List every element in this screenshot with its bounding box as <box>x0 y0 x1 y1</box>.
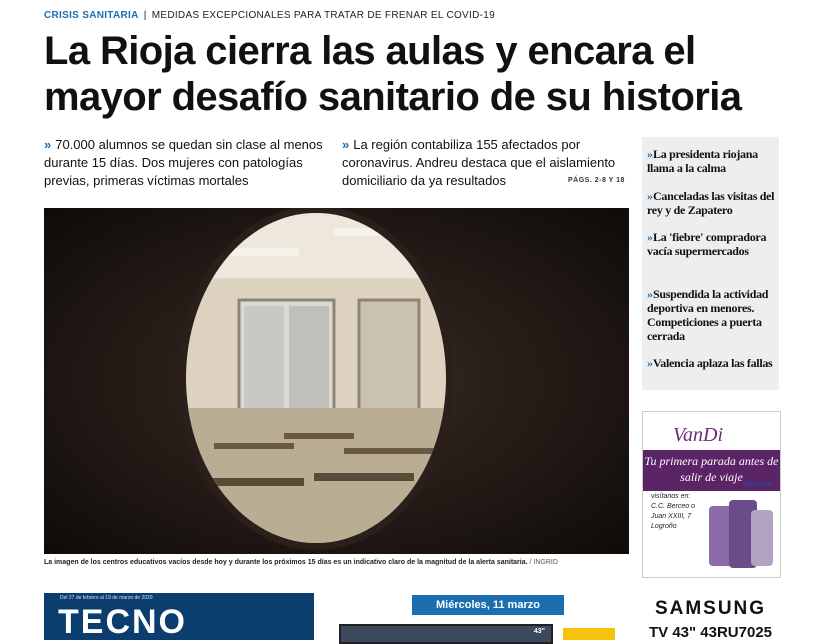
double-chevron-icon: » <box>342 137 348 152</box>
lead-photo <box>44 208 629 554</box>
tv-promo-image <box>339 624 553 644</box>
sidebar-item[interactable] <box>647 356 777 370</box>
samsung-tv-model: TV 43" 43RU7025 <box>648 624 773 641</box>
deck-text-1: 70.000 alumnos se quedan sin clase al menos durante 15 días. Dos mujeres con patologías previas, primeras víctimas mortales <box>44 137 323 188</box>
main-headline: La Rioja cierra las aulas y encara el mayor desafío sanitario de su historia <box>44 29 742 119</box>
promo-corner-badge <box>563 628 615 640</box>
sidebar-item[interactable] <box>647 230 777 258</box>
date-box: Miércoles, 11 marzo <box>412 595 564 615</box>
double-chevron-icon: » <box>647 147 651 161</box>
page-reference: PÁGS. 2-8 Y 18 <box>568 177 625 184</box>
tecno-promo[interactable] <box>44 593 314 640</box>
sidebar-item-text: Suspendida la actividad deportiva en menores. Competiciones a puerta cerrada <box>647 287 769 343</box>
double-chevron-icon: » <box>647 230 651 244</box>
suitcase-icon <box>705 496 777 574</box>
double-chevron-icon: » <box>647 356 651 370</box>
kicker-separator: | <box>143 10 147 21</box>
sidebar-item[interactable] <box>647 147 777 175</box>
section-kicker <box>44 10 495 21</box>
sidebar-item-text: La presidenta riojana llama a la calma <box>647 147 758 175</box>
sidebar-item-text: Canceladas las visitas del rey y de Zapatero <box>647 189 775 217</box>
double-chevron-icon: » <box>44 137 50 152</box>
double-chevron-icon: » <box>647 287 651 301</box>
samsung-logo: SAMSUNG <box>654 598 767 619</box>
sidebar-item[interactable] <box>647 189 777 217</box>
tecno-dates: Del 27 de febrero al 19 de marzo de 2020 <box>60 595 153 601</box>
sidebar-item-text: Valencia aplaza las fallas <box>653 356 773 370</box>
deck-text-2: La región contabiliza 155 afectados por coronavirus. Andreu destaca que el aislamiento domiciliario da ya resultados <box>342 137 616 188</box>
vandi-logo: VanDi <box>673 424 723 446</box>
tecno-title: TECNO <box>58 603 187 640</box>
ad-tagline: Tu primera parada antes de salir de viaje <box>643 450 780 491</box>
vandi-advertisement[interactable] <box>642 411 781 578</box>
sidebar-item-text: La 'fiebre' compradora vacía supermercados <box>647 230 767 258</box>
section-label: CRISIS SANITARIA <box>44 10 139 21</box>
samsonite-logo: Samsonite <box>743 482 774 488</box>
caption-text: La imagen de los centros educativos vacíos desde hoy y durante los próximos 15 días es un indicativo claro de la magnitud de la alerta sanitaria. <box>44 559 528 566</box>
section-subtitle: MEDIDAS EXCEPCIONALES PARA TRATAR DE FRENAR EL COVID-19 <box>151 10 495 21</box>
news-sidebar <box>642 137 779 390</box>
photo-credit: / INGRID <box>529 559 558 566</box>
ad-address: visítanos en: C.C. Berceo o Juan XXIII, 7 Logroño <box>651 493 695 530</box>
deck-paragraph-1 <box>44 136 329 190</box>
photo-caption <box>44 559 629 566</box>
double-chevron-icon: » <box>647 189 651 203</box>
tv-size-label: 43" <box>533 628 545 635</box>
sidebar-item[interactable] <box>647 287 777 343</box>
